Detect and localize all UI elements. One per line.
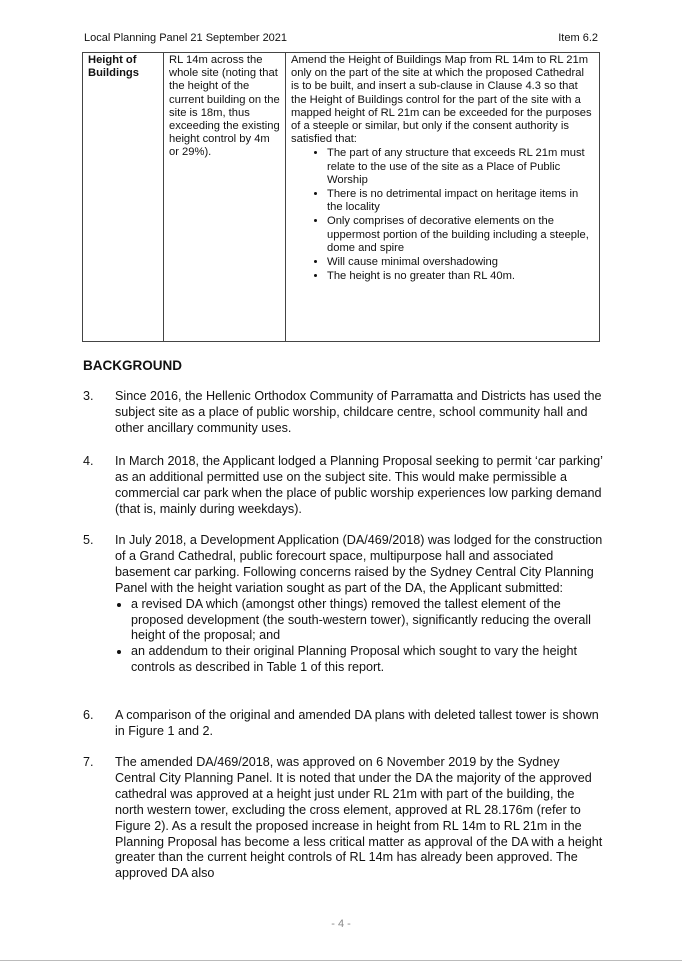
amendment-conditions-list: [291, 147, 594, 283]
paragraph-7: [83, 755, 603, 882]
list-item: • The height is no greater than RL 40m.: [327, 270, 594, 283]
header-meeting-title: Local Planning Panel 21 September 2021: [84, 32, 288, 44]
paragraph-text: The amended DA/469/2018, was approved on 6 November 2019 by the Sydney Central City Planning Panel. It is noted that under the DA the majority of the approved cathedral was approved at a height just under RL 21m with part of the building, the north western tower, excluding the cross element, approved at RL 28.176m (refer to Figure 2). As a result the proposed increase in height from RL 14m to RL 21m in the Planning Proposal has become a less critical matter as approval of the DA with a height greater than the current height controls of RL 14m has already been approved. The approved DA also: [115, 755, 603, 881]
list-item: • Will cause minimal overshadowing: [327, 256, 594, 269]
paragraph-5: [83, 533, 603, 676]
paragraph-3: [83, 389, 603, 437]
header-item-number: Item 6.2: [558, 32, 598, 44]
paragraph-4: [83, 454, 603, 518]
paragraph-number: 5.: [83, 533, 94, 547]
table-row: [83, 53, 600, 342]
height-controls-table: [82, 52, 600, 342]
paragraph-text: In March 2018, the Applicant lodged a Planning Proposal seeking to permit ‘car parking’ as an additional permitted use on the subject site. This would make permissible a commercial car park when the place of public worship experiences low parking demand (that is, mainly during weekdays).: [115, 454, 603, 516]
paragraph-text: In July 2018, a Development Application (DA/469/2018) was lodged for the construction of a Grand Cathedral, public forecourt space, multipurpose hall and associated basement car parking. Following concerns raised by the Sydney Central City Planning Panel with the height variation sought as part of the DA, the Applicant submitted:: [115, 533, 603, 595]
paragraph-6: [83, 708, 603, 740]
page-number: - 4 -: [331, 918, 351, 930]
list-item: • a revised DA which (amongst other things) removed the tallest element of the proposed development (the south-western tower), significantly reducing the overall height of the proposal; and: [131, 597, 603, 645]
paragraph-number: 4.: [83, 454, 94, 468]
list-item: • an addendum to their original Planning Proposal which sought to vary the height controls as described in Table 1 of this report.: [131, 644, 603, 676]
submission-list: [83, 597, 603, 677]
paragraph-number: 3.: [83, 389, 94, 403]
paragraph-text: Since 2016, the Hellenic Orthodox Community of Parramatta and Districts has used the subject site as a place of public worship, childcare centre, school community hall and other ancillary community uses.: [115, 389, 602, 435]
table-cell-control-name: Height of Buildings: [83, 53, 164, 342]
amendment-intro-text: Amend the Height of Buildings Map from RL 14m to RL 21m only on the part of the site at which the proposed Cathedral is to be built, and insert a sub-clause in Clause 4.3 so that the Height of Buildings control for the part of the site with a mapped height of RL 21m can be exceeded for the purposes of a steeple or similar, but only if the consent authority is satisfied that:: [291, 54, 592, 146]
page-bottom-divider: [0, 960, 682, 961]
list-item: • Only comprises of decorative elements on the uppermost portion of the building including a steeple, dome and spire: [327, 215, 594, 255]
paragraph-number: 7.: [83, 755, 94, 769]
list-item: • There is no detrimental impact on heritage items in the locality: [327, 188, 594, 214]
list-item: • The part of any structure that exceeds RL 21m must relate to the use of the site as a Place of Public Worship: [327, 147, 594, 187]
table-cell-current-control: RL 14m across the whole site (noting that the height of the current building on the site is 18m, thus exceeding the existing height control by 4m or 29%).: [164, 53, 286, 342]
paragraph-number: 6.: [83, 708, 94, 722]
paragraph-text: A comparison of the original and amended DA plans with deleted tallest tower is shown in Figure 1 and 2.: [115, 708, 599, 738]
section-heading-background: BACKGROUND: [83, 358, 182, 373]
table-cell-proposed-amendment: [286, 53, 600, 342]
